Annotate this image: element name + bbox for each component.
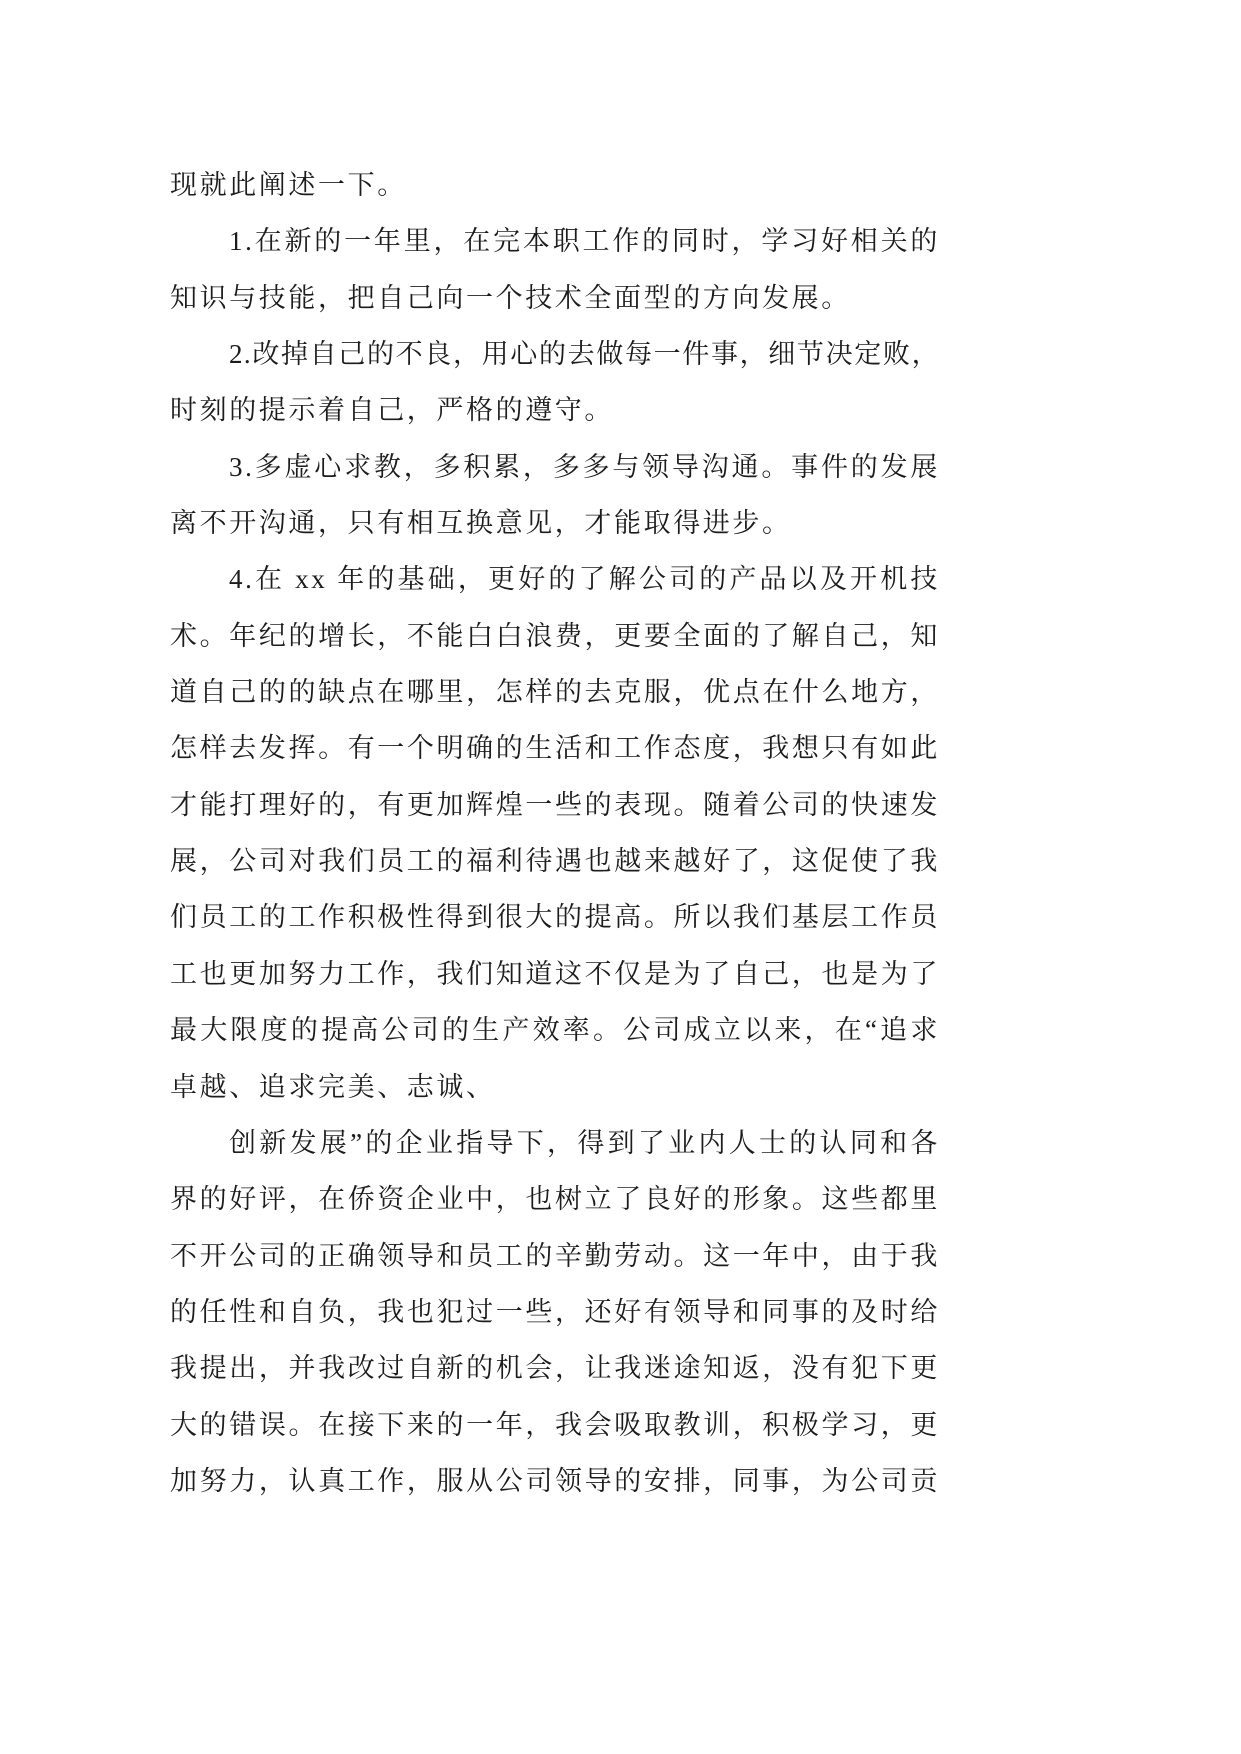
text-line: 不开公司的正确领导和员工的辛勤劳动。这一年中，由于我: [170, 1240, 940, 1271]
text-line: 术。年纪的增长，不能白白浪费，更要全面的了解自己，知: [170, 620, 940, 651]
text-line: 怎样去发挥。有一个明确的生活和工作态度，我想只有如此: [170, 733, 940, 764]
paragraph: [170, 157, 940, 213]
paragraph: [170, 551, 940, 1114]
text-line: 我提出，并我改过自新的机会，让我迷途知返，没有犯下更: [170, 1353, 940, 1384]
paragraph: [170, 326, 940, 439]
text-line: 们员工的工作积极性得到很大的提高。所以我们基层工作员: [170, 902, 940, 933]
text-line: 3.多虚心求教，多积累，多多与领导沟通。事件的发展: [229, 451, 940, 482]
text-line: 才能打理好的，有更加辉煌一些的表现。随着公司的快速发: [170, 789, 940, 820]
text-line: 加努力，认真工作，服从公司领导的安排，同事，为公司贡: [170, 1465, 940, 1496]
text-line: 时刻的提示着自己，严格的遵守。: [170, 395, 614, 426]
text-line: 创新发展”的企业指导下，得到了业内人士的认同和各: [229, 1127, 940, 1158]
text-line: 工也更加努力工作，我们知道这不仅是为了自己，也是为了: [170, 958, 940, 989]
text-line: 界的好评，在侨资企业中，也树立了良好的形象。这些都里: [170, 1184, 940, 1215]
text-line: 大的错误。在接下来的一年，我会吸取教训，积极学习，更: [170, 1409, 940, 1440]
text-line: 展，公司对我们员工的福利待遇也越来越好了，这促使了我: [170, 846, 940, 877]
body-text: [170, 157, 940, 1509]
text-line: 离不开沟通，只有相互换意见，才能取得进步。: [170, 508, 792, 539]
text-line: 4.在 xx 年的基础，更好的了解公司的产品以及开机技: [229, 564, 940, 595]
text-line: 2.改掉自己的不良，用心的去做每一件事，细节决定败，: [229, 339, 940, 370]
text-line: 道自己的的缺点在哪里，怎样的去克服，优点在什么地方，: [170, 677, 940, 708]
text-line: 最大限度的提高公司的生产效率。公司成立以来，在“追求: [170, 1015, 940, 1046]
text-line: 1.在新的一年里，在完本职工作的同时，学习好相关的: [229, 226, 940, 257]
text-line: 现就此阐述一下。: [170, 170, 407, 200]
paragraph: [170, 213, 940, 326]
text-line: 的任性和自负，我也犯过一些，还好有领导和同事的及时给: [170, 1296, 940, 1327]
paragraph: [170, 439, 940, 552]
paragraph: [170, 1115, 940, 1509]
text-line: 卓越、追求完美、志诚、: [170, 1071, 496, 1102]
text-line: 知识与技能，把自己向一个技术全面型的方向发展。: [170, 282, 851, 313]
